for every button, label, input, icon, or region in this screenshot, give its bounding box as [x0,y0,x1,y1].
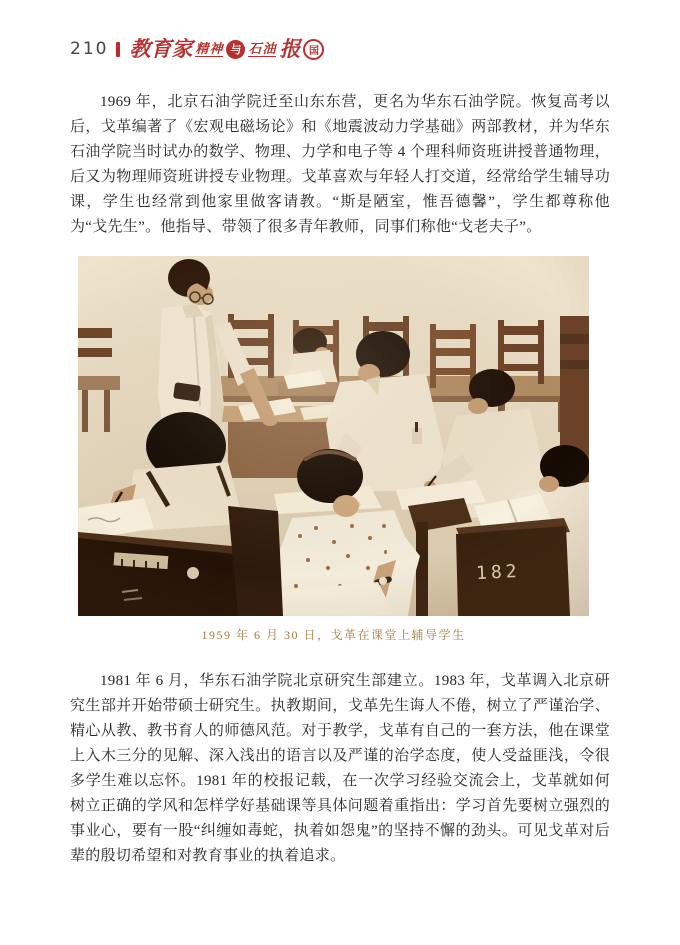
photo-caption: 1959 年 6 月 30 日，戈革在课堂上辅导学生 [201,628,466,642]
title-part1-large: 教育家 [129,36,193,61]
photo-figure [78,256,589,643]
page-header [70,36,610,62]
photo-vignette [78,256,589,616]
page-number: 210 [70,39,109,59]
header-divider-bar [116,42,120,57]
title-connector-circle: 与 [226,40,245,59]
paragraph-1: 1969 年，北京石油学院迁至山东东营，更名为华东石油学院。恢复高考以后，戈革编著了《宏观电磁场论》和《地震波动力学基础》两部教材，并为华东石油学院当时试办的数学、物理、力学和电子等 4 个理科师资班讲授普通物理，后又为物理师资班讲授专业物理。戈革喜欢与年轻人打交道，经常给学生辅导功课，学生也经常到他家里做客请教。“斯是陋室，惟吾德馨”，学生都尊称他为“戈先生”。他指导、带领了很多青年教师，同事们称他“戈老夫子”。 [70,94,610,235]
title-part2-large: 报 [279,36,301,61]
title-circled-char: 国 [303,39,324,60]
title-part1-small: 精神 [195,40,224,56]
title-part2-small: 石油 [248,40,277,56]
paragraph-2: 1981 年 6 月，华东石油学院北京研究生部建立。1983 年，戈革调入北京研究生部并开始带硕士研究生。执教期间，戈革先生诲人不倦，树立了严谨治学、精心从教、教书育人的师德风范。对于教学，戈革有自己的一套方法，他在课堂上入木三分的见解、深入浅出的语言以及严谨的治学态度，使人受益匪浅，令很多学生难以忘怀。1981 年的校报记载，在一次学习经验交流会上，戈革就如何树立正确的学风和怎样学好基础课等具体问题着重指出：学习首先要树立强烈的事业心，要有一股“纠缠如毒蛇，执着如怨鬼”的坚持不懈的劲头。可见戈革对后辈的殷切希望和对教育事业的执着追求。 [70,673,610,864]
classroom-photo [78,256,589,616]
book-title-calligraphy [129,36,324,61]
